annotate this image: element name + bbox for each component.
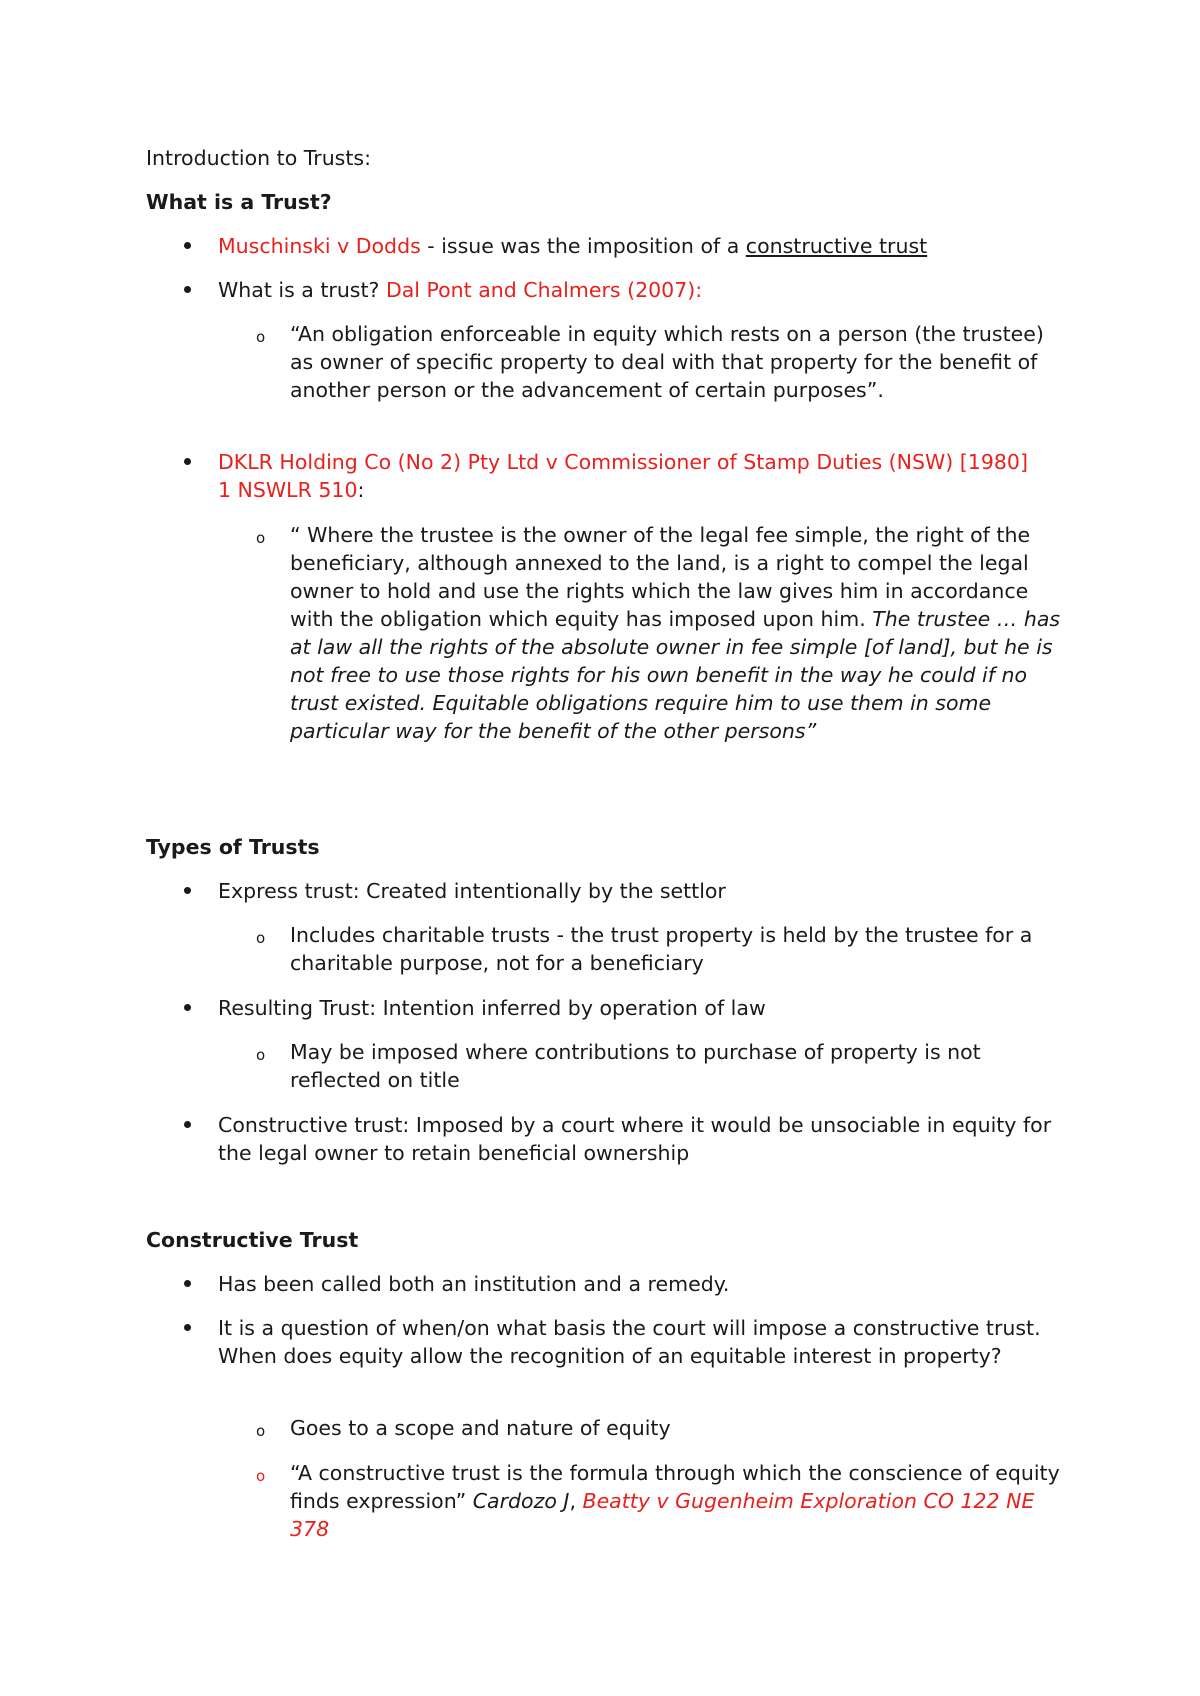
list-item: DKLR Holding Co (No 2) Pty Ltd v Commissioner of Stamp Duties (NSW) [1980] 1 NSWLR 510: <box>218 450 1028 502</box>
list-item: Muschinski v Dodds - issue was the imposition of a constructive trust <box>218 234 928 258</box>
constructive-trust-link: constructive trust <box>745 234 928 258</box>
bullet-icon <box>184 1121 196 1133</box>
sub-list-item: Goes to a scope and nature of equity <box>290 1416 671 1440</box>
sub-list-item: “ Where the trustee is the owner of the legal fee simple, the right of the beneficiary, although annexed to the land, is a right to compel the legal owner to hold and use the rights which the law gives him in accordance with the obligation which equity has imposed upon him. The trustee … has at law all the rights of the absolute owner in fee simple [of land], but he is not free to use those rights for his own benefit in the way he could if no trust existed. Equitable obligations require him to use them in some particular way for the benefit of the other persons” <box>290 523 1061 743</box>
sub-bullet-icon: o <box>256 328 266 346</box>
section-heading-what-is-trust: What is a Trust? <box>146 190 332 214</box>
list-item: Constructive trust: Imposed by a court where it would be unsociable in equity for the legal owner to retain beneficial ownership <box>218 1113 1052 1165</box>
bullet-icon <box>184 1324 196 1336</box>
bullet-icon <box>184 458 196 470</box>
list-item: It is a question of when/on what basis the court will impose a constructive trust. When does equity allow the recognition of an equitable interest in property? <box>218 1316 1041 1368</box>
sub-bullet-icon: o <box>256 1467 266 1485</box>
bullet-icon <box>184 286 196 298</box>
sub-bullet-icon: o <box>256 1422 266 1440</box>
sub-list-item: “A constructive trust is the formula through which the conscience of equity finds expression” Cardozo J, Beatty v Gugenheim Exploration CO 122 NE 378 <box>290 1461 1060 1541</box>
case-name: Muschinski v Dodds <box>218 234 421 258</box>
bullet-icon <box>184 1280 196 1292</box>
sub-bullet-icon: o <box>256 929 266 947</box>
case-name: DKLR Holding Co (No 2) Pty Ltd v Commissioner of Stamp Duties (NSW) [1980] 1 NSWLR 510 <box>218 450 1028 502</box>
bullet-icon <box>184 242 196 254</box>
sub-bullet-icon: o <box>256 1046 266 1064</box>
bullet-icon <box>184 1004 196 1016</box>
bullet-icon <box>184 887 196 899</box>
sub-list-item: May be imposed where contributions to purchase of property is not reflected on title <box>290 1040 981 1092</box>
sub-bullet-icon: o <box>256 529 266 547</box>
section-heading-types: Types of Trusts <box>146 835 320 859</box>
list-item: Express trust: Created intentionally by the settlor <box>218 879 726 903</box>
section-heading-constructive: Constructive Trust <box>146 1228 359 1252</box>
list-item: What is a trust? Dal Pont and Chalmers (2007): <box>218 278 703 302</box>
list-item: Has been called both an institution and a remedy. <box>218 1272 730 1296</box>
intro-title: Introduction to Trusts: <box>146 146 371 170</box>
case-name: Beatty v Gugenheim Exploration CO 122 NE 378 <box>290 1489 1035 1541</box>
sub-list-item: “An obligation enforceable in equity which rests on a person (the trustee) as owner of specific property to deal with that property for the benefit of another person or the advancement of certain purposes”. <box>290 322 1044 402</box>
source-citation: Dal Pont and Chalmers (2007): <box>385 278 703 302</box>
list-item: Resulting Trust: Intention inferred by operation of law <box>218 996 766 1020</box>
judge-name: Cardozo J <box>472 1489 570 1513</box>
sub-list-item: Includes charitable trusts - the trust property is held by the trustee for a charitable purpose, not for a beneficiary <box>290 923 1033 975</box>
